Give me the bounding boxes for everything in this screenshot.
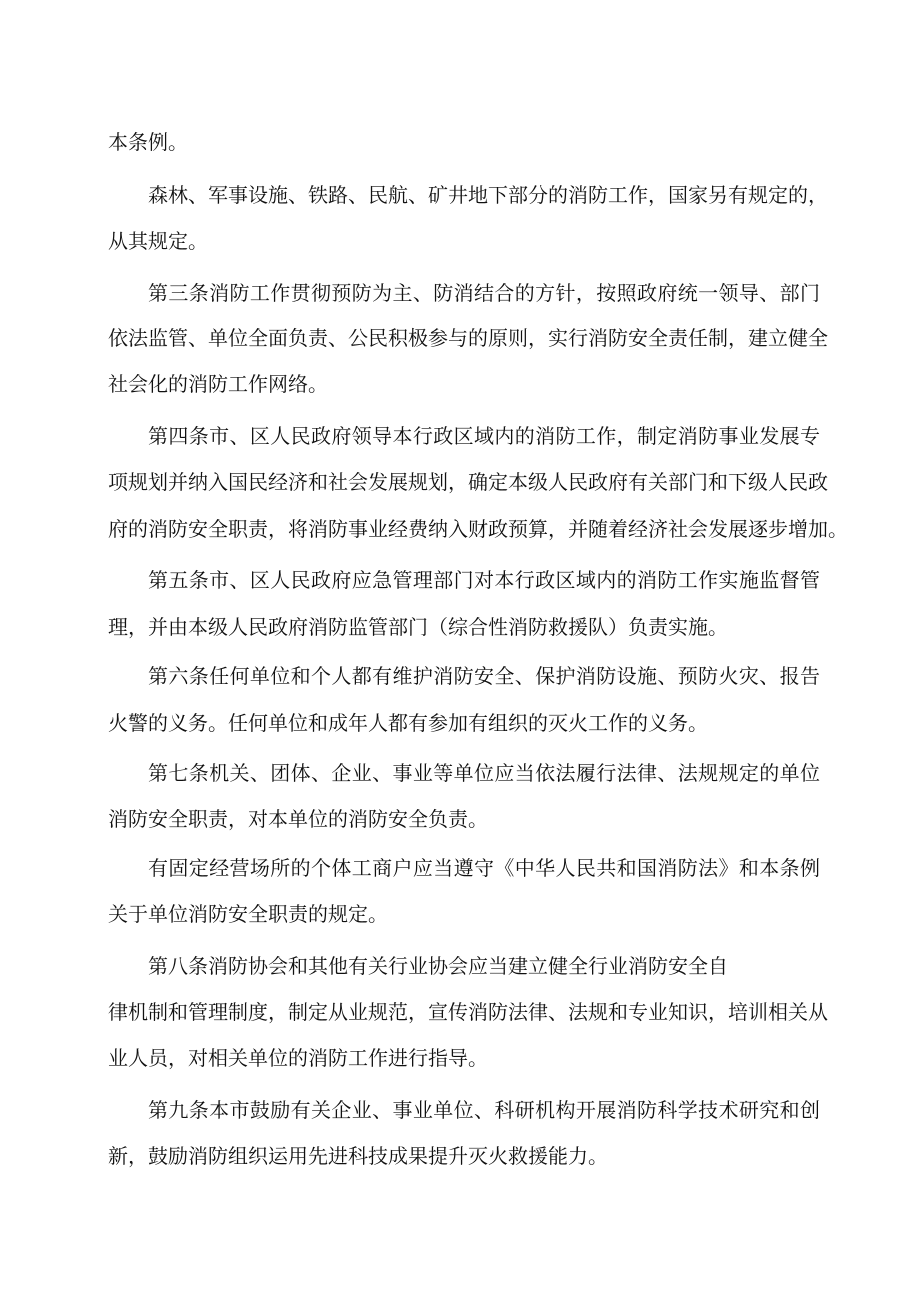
text-line: 理，并由本级人民政府消防监管部门（综合性消防救援队）负责实施。 [108, 615, 728, 639]
text-line: 依法监管、单位全面负责、公民积极参与的原则，实行消防安全责任制，建立健全 [108, 326, 828, 350]
text-line: 火警的义务。任何单位和成年人都有参加有组织的灭火工作的义务。 [108, 711, 708, 735]
paragraph-line: 有固定经营场所的个体工商户应当遵守《中华人民共和国消防法》和本条例 [148, 856, 820, 880]
paragraph-line: 第六条任何单位和个人都有维护消防安全、保护消防设施、预防火灾、报告 [148, 664, 820, 688]
paragraph-line: 第八条消防协会和其他有关行业协会应当建立健全行业消防安全自 [148, 954, 728, 978]
paragraph-line: 第七条机关、团体、企业、事业等单位应当依法履行法律、法规规定的单位 [148, 761, 820, 785]
paragraph-line: 第四条市、区人民政府领导本行政区域内的消防工作，制定消防事业发展专 [148, 424, 820, 448]
text-line: 社会化的消防工作网络。 [108, 372, 328, 396]
paragraph-line: 第五条市、区人民政府应急管理部门对本行政区域内的消防工作实施监督管 [148, 568, 820, 592]
text-line: 关于单位消防安全职责的规定。 [108, 902, 388, 926]
paragraph-line: 森林、军事设施、铁路、民航、矿井地下部分的消防工作，国家另有规定的， [148, 183, 828, 207]
text-line: 消防安全职责，对本单位的消防安全负责。 [108, 807, 488, 831]
text-line: 本条例。 [108, 130, 188, 154]
text-line: 业人员，对相关单位的消防工作进行指导。 [108, 1046, 488, 1070]
text-line: 从其规定。 [108, 229, 208, 253]
text-line: 项规划并纳入国民经济和社会发展规划，确定本级人民政府有关部门和下级人民政 [108, 470, 828, 494]
paragraph-line: 第三条消防工作贯彻预防为主、防消结合的方针，按照政府统一领导、部门 [148, 281, 820, 305]
text-line: 新，鼓励消防组织运用先进科技成果提升灭火救援能力。 [108, 1144, 608, 1168]
text-line: 律机制和管理制度，制定从业规范，宣传消防法律、法规和专业知识，培训相关从 [108, 1000, 828, 1024]
paragraph-line: 第九条本市鼓励有关企业、事业单位、科研机构开展消防科学技术研究和创 [148, 1098, 820, 1122]
text-line: 府的消防安全职责，将消防事业经费纳入财政预算，并随着经济社会发展逐步增加。 [108, 517, 848, 541]
